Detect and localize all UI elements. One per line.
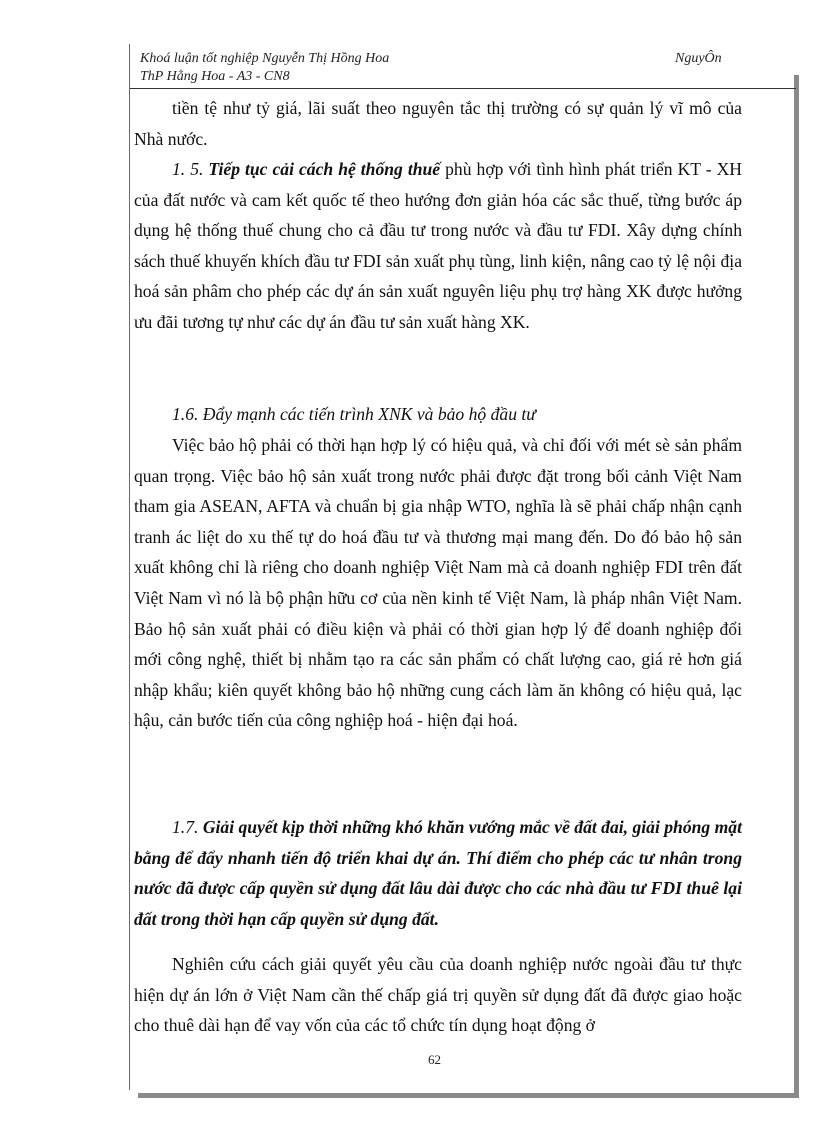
page-shadow-bottom: [138, 1093, 799, 1098]
page-shadow-right: [794, 75, 799, 1098]
paragraph-1-text: tiền tệ như tỷ giá, lãi suất theo nguyên tắc thị trường có sự quản lý vĩ mô của Nhà nước.: [134, 98, 742, 149]
paragraph-2: [134, 154, 742, 338]
section-heading-text: 1.6. Đẩy mạnh các tiến trình XNK và bảo hộ đầu tư: [172, 404, 536, 424]
section-number-1-7: 1.7.: [172, 817, 199, 837]
paragraph-5-text: [134, 812, 742, 934]
header-author-line: Khoá luận tốt nghiệp Nguyễn Thị Hồng Hoa: [140, 51, 390, 66]
paragraph-1: [134, 93, 742, 154]
paragraph-4: [134, 430, 742, 736]
paragraph-2-rest: phù hợp với tình hình phát triển KT - XH của đất nước và cam kết quốc tế theo hướng đơn giản hóa các sắc thuế, từng bước áp dụng hệ thống thuế chung cho cả đầu tư trong nước và đầu tư FDI. Xây dựng chính sách thuế khuyến khích đầu tư FDI sản xuất phụ tùng, linh kiện, nâng cao tỷ lệ nội địa hoá sản phâm cho phép các dự án sản xuất nguyên liệu phụ trợ hàng XK được hưởng ưu đãi tương tự như các dự án đầu tư sản xuất hàng XK.: [134, 159, 743, 332]
header-class-line: ThP Hằng Hoa - A3 - CN8: [140, 69, 290, 84]
section-title-1-7: Giải quyết kịp thời những khó khăn vướng mắc về đất đai, giải phóng mặt bằng để đẩy nhanh tiến độ triển khai dự án. Thí điểm cho phép các tư nhân trong nước đã được cấp quyền sử dụng đất lâu dài được cho các nhà đầu tư FDI thuê lại đất trong thời hạn cấp quyền sử dụng đất.: [134, 817, 742, 929]
paragraph-5: [134, 812, 742, 934]
section-number-1-5: 1. 5.: [172, 159, 204, 179]
section-title-1-5: Tiếp tục cải cách hệ thống thuế: [208, 159, 441, 179]
header-rule: [130, 88, 796, 89]
paragraph-6: [134, 949, 742, 1041]
section-heading-1-6: [134, 399, 742, 430]
paragraph-2-text: [134, 154, 742, 338]
paragraph-6-text: Nghiên cứu cách giải quyết yêu cầu của doanh nghiệp nước ngoài đầu tư thực hiện dự án lớn ở Việt Nam cần thế chấp giá trị quyền sử dụng đất đã được giao hoặc cho thuê dài hạn để vay vốn của các tổ chức tín dụng hoạt động ở: [134, 954, 742, 1036]
page-number: 62: [428, 1052, 441, 1067]
paragraph-4-text: Việc bảo hộ phải có thời hạn hợp lý có hiệu quả, và chỉ đối với mét sè sản phẩm quan trọng. Việc bảo hộ sản xuất trong nước phải được đặt trong bối cảnh Việt Nam tham gia ASEAN, AFTA và chuẩn bị gia nhập WTO, nghĩa là sẽ phải chấp nhận cạnh tranh ác liệt do xu thế tự do hoá đầu tư và thương mại mang đến. Do đó bảo hộ sản xuất không chỉ là riêng cho doanh nghiệp Việt Nam mà cả doanh nghiệp FDI trên đất Việt Nam vì nó là bộ phận hữu cơ của nền kinh tế Việt Nam, là pháp nhân Việt Nam. Bảo hộ sản xuất phải có điều kiện và phải có thời gian hợp lý để doanh nghiệp đổi mới công nghệ, thiết bị nhằm tạo ra các sản phẩm có chất lượng cao, giá rẻ hơn giá nhập khẩu; kiên quyết không bảo hộ những cung cách làm ăn không có hiệu quả, lạc hậu, cản bước tiến của công nghiệp hoá - hiện đại hoá.: [134, 435, 742, 731]
page-border-left: [129, 44, 130, 1090]
header-right-text: NguyÔn: [675, 51, 722, 66]
